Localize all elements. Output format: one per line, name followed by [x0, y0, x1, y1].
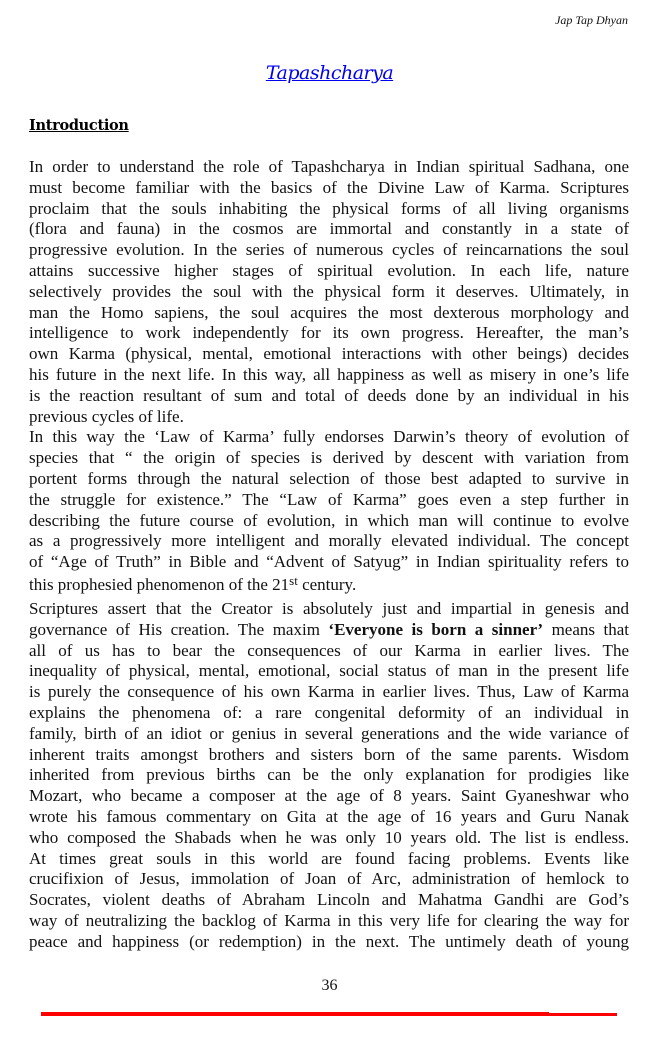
text-line: attains successive higher stages of spiritual evolution. In each life, nature [29, 260, 629, 280]
text-line: Scriptures assert that the Creator is absolutely just and impartial in genesis and [29, 598, 629, 618]
text-line: inherited from previous births can be the only explanation for prodigies like [29, 765, 629, 785]
text-line: (flora and fauna) in the cosmos are immortal and constantly in a state of [29, 219, 629, 239]
text-line: At times great souls in this world are found facing problems. Events like [29, 848, 629, 868]
footer-rule-end [549, 1013, 617, 1016]
superscript: st [289, 572, 298, 588]
page-title[interactable]: Tapashcharya [265, 62, 394, 84]
text-line: portent forms through the natural selection of those best adapted to survive in [29, 468, 629, 488]
text-line: man the Homo sapiens, the soul acquires the most dexterous morphology and [29, 302, 629, 322]
running-header: Jap Tap Dhyan [555, 13, 628, 27]
text-line: way of neutralizing the backlog of Karma in this very life for clearing the way for [29, 910, 629, 930]
text-line: progressive evolution. In the series of numerous cycles of reincarnations the soul [29, 240, 629, 260]
text-line: own Karma (physical, mental, emotional interactions with other beings) decides [29, 344, 629, 364]
text-line: intelligence to work independently for its own progress. Hereafter, the man’s [29, 323, 629, 343]
text-line: all of us has to bear the consequences of our Karma in earlier lives. The [29, 640, 629, 660]
text-line: In order to understand the role of Tapashcharya in Indian spiritual Sadhana, one [29, 157, 629, 176]
text-line: of “Age of Truth” in Bible and “Advent of Satyug” in Indian spirituality refers to [29, 552, 629, 572]
text-line: Mozart, who became a composer at the age of 8 years. Saint Gyaneshwar who [29, 786, 629, 806]
section-heading: Introduction [29, 117, 129, 134]
text-line: proclaim that the souls inhabiting the physical forms of all living organisms [29, 198, 629, 218]
text-line: who composed the Shabads when he was only 10 years old. The list is endless. [29, 827, 629, 847]
text-line: selectively provides the soul with the physical form it deserves. Ultimately, in [29, 281, 629, 301]
footer-rule [41, 1012, 549, 1016]
text-line: describing the future course of evolution, in which man will continue to evolve [29, 510, 629, 530]
text-line: as a progressively more intelligent and morally elevated individual. The concept [29, 531, 629, 551]
text-line: is the reaction resultant of sum and total of deeds done by an individual in his [29, 385, 629, 405]
text-line: Socrates, violent deaths of Abraham Lincoln and Mahatma Gandhi are God’s [29, 890, 629, 910]
paragraph-3 [29, 599, 629, 953]
text-line: In this way the ‘Law of Karma’ fully endorses Darwin’s theory of evolution of [29, 427, 629, 447]
text-fragment: this prophesied phenomenon of the 21 [29, 574, 290, 594]
text-line: crucifixion of Jesus, immolation of Joan of Arc, administration of hemlock to [29, 869, 629, 889]
text-fragment: means that [543, 619, 630, 639]
page-number: 36 [321, 977, 338, 994]
bold-maxim: ‘Everyone is born a sinner’ [328, 619, 544, 639]
body-text [29, 157, 629, 952]
text-line: his future in the next life. In this way, all happiness as well as misery in one’s life [29, 364, 629, 384]
text-line [29, 620, 629, 641]
text-line: family, birth of an idiot or genius in several generations and the wide variance of [29, 723, 629, 743]
text-line: must become familiar with the basics of the Divine Law of Karma. Scriptures [29, 177, 629, 197]
text-fragment: century. [297, 574, 357, 594]
text-line: the struggle for existence.” The “Law of Karma” goes even a step further in [29, 489, 629, 509]
text-line: species that “ the origin of species is derived by descent with variation from [29, 448, 629, 468]
text-line: previous cycles of life. [29, 406, 184, 426]
text-line: wrote his famous commentary on Gita at the age of 16 years and Guru Nanak [29, 806, 629, 826]
text-line: inequality of physical, mental, emotional, social status of man in the present life [29, 661, 629, 681]
text-fragment: governance of His creation. The maxim [29, 619, 329, 639]
text-line: is purely the consequence of his own Karma in earlier lives. Thus, Law of Karma [29, 682, 629, 702]
text-line: inherent traits amongst brothers and sisters born of the same parents. Wisdom [29, 744, 629, 764]
paragraph-1 [29, 157, 629, 427]
text-line: peace and happiness (or redemption) in the next. The untimely death of young [29, 931, 629, 951]
text-line [29, 573, 629, 599]
paragraph-2 [29, 427, 629, 599]
text-line: explains the phenomena of: a rare congenital deformity of an individual in [29, 702, 629, 722]
